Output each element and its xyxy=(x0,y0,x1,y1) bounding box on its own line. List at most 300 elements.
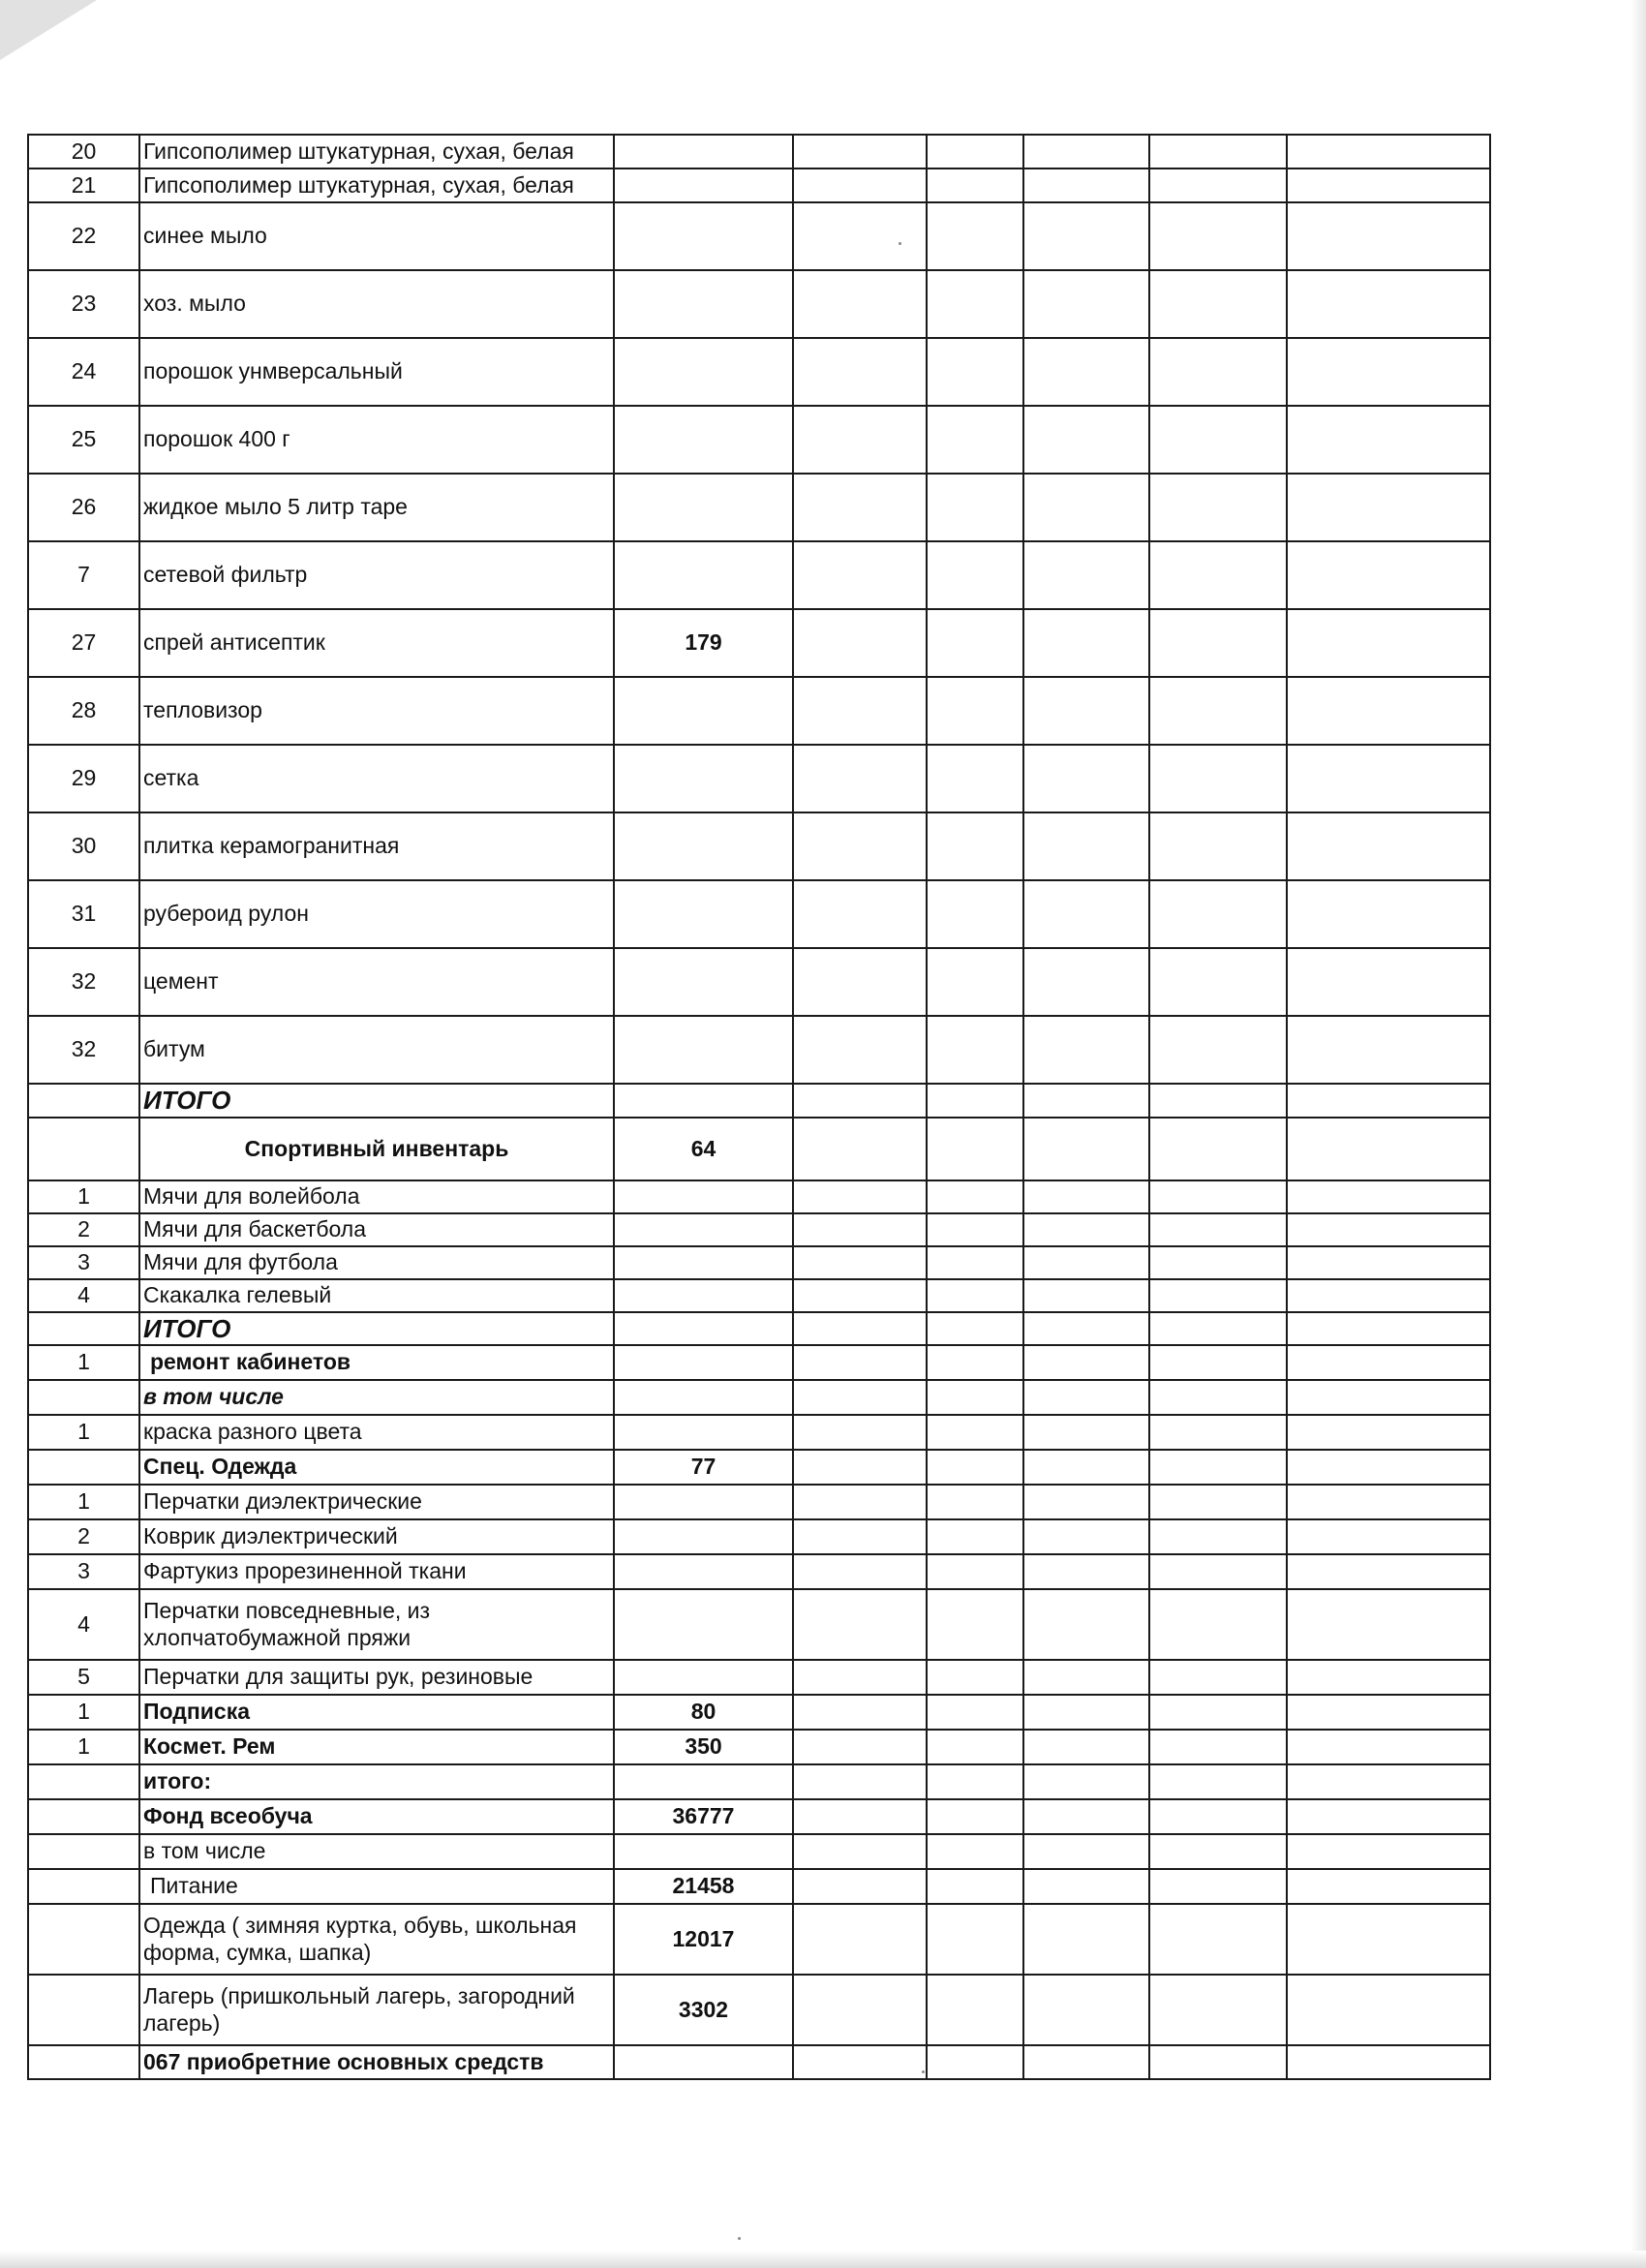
table-row xyxy=(28,1213,1490,1246)
row-number-cell xyxy=(28,1380,139,1415)
empty-cell xyxy=(1149,1799,1287,1834)
empty-cell xyxy=(927,1695,1023,1730)
row-number-cell: 29 xyxy=(28,745,139,812)
table-row xyxy=(28,1312,1490,1345)
empty-cell xyxy=(1023,1485,1149,1519)
amount-cell: 12017 xyxy=(614,1904,793,1975)
empty-cell xyxy=(927,1519,1023,1554)
empty-cell xyxy=(1023,1975,1149,2045)
empty-cell xyxy=(1023,1213,1149,1246)
empty-cell xyxy=(1149,1660,1287,1695)
item-name-cell: порошок унмверсальный xyxy=(139,338,614,406)
empty-cell xyxy=(1287,169,1490,202)
empty-cell xyxy=(793,1084,927,1118)
empty-cell xyxy=(1023,1016,1149,1084)
empty-cell xyxy=(793,1415,927,1450)
empty-cell xyxy=(1023,202,1149,270)
amount-cell xyxy=(614,1213,793,1246)
row-number-cell: 27 xyxy=(28,609,139,677)
item-name-cell: синее мыло xyxy=(139,202,614,270)
row-number-cell: 7 xyxy=(28,541,139,609)
row-number-cell xyxy=(28,2045,139,2079)
row-number-cell: 1 xyxy=(28,1345,139,1380)
empty-cell xyxy=(1149,1975,1287,2045)
amount-cell xyxy=(614,135,793,169)
empty-cell xyxy=(1287,677,1490,745)
empty-cell xyxy=(927,1084,1023,1118)
item-name-cell: Гипсополимер штукатурная, сухая, белая xyxy=(139,169,614,202)
empty-cell xyxy=(1287,1764,1490,1799)
empty-cell xyxy=(1287,1279,1490,1312)
item-name-cell: Перчатки для защиты рук, резиновые xyxy=(139,1660,614,1695)
empty-cell xyxy=(1149,1485,1287,1519)
empty-cell xyxy=(1149,1904,1287,1975)
empty-cell xyxy=(927,812,1023,880)
table-row xyxy=(28,1016,1490,1084)
empty-cell xyxy=(1023,1660,1149,1695)
amount-cell: 64 xyxy=(614,1118,793,1180)
empty-cell xyxy=(1023,474,1149,541)
empty-cell xyxy=(1023,406,1149,474)
empty-cell xyxy=(1023,1869,1149,1904)
item-name-cell: тепловизор xyxy=(139,677,614,745)
empty-cell xyxy=(1287,1695,1490,1730)
empty-cell xyxy=(1149,1312,1287,1345)
table-row xyxy=(28,1764,1490,1799)
table-row xyxy=(28,2045,1490,2079)
table-row xyxy=(28,1554,1490,1589)
row-number-cell: 26 xyxy=(28,474,139,541)
empty-cell xyxy=(1149,1554,1287,1589)
row-number-cell xyxy=(28,1834,139,1869)
row-number-cell xyxy=(28,1450,139,1485)
amount-cell: 21458 xyxy=(614,1869,793,1904)
item-name-cell: Подписка xyxy=(139,1695,614,1730)
empty-cell xyxy=(1023,1695,1149,1730)
empty-cell xyxy=(793,1904,927,1975)
table-row xyxy=(28,169,1490,202)
item-name-cell: рубероид рулон xyxy=(139,880,614,948)
empty-cell xyxy=(1149,1016,1287,1084)
page-right-edge xyxy=(1631,0,1646,2268)
item-name-cell: итого: xyxy=(139,1764,614,1799)
empty-cell xyxy=(1287,745,1490,812)
amount-cell xyxy=(614,812,793,880)
empty-cell xyxy=(1023,745,1149,812)
empty-cell xyxy=(927,1345,1023,1380)
empty-cell xyxy=(1023,2045,1149,2079)
table-row xyxy=(28,1589,1490,1660)
empty-cell xyxy=(927,1380,1023,1415)
table-row xyxy=(28,1834,1490,1869)
empty-cell xyxy=(1287,1016,1490,1084)
item-name-cell: цемент xyxy=(139,948,614,1016)
amount-cell xyxy=(614,1180,793,1213)
empty-cell xyxy=(927,1180,1023,1213)
empty-cell xyxy=(927,202,1023,270)
row-number-cell: 3 xyxy=(28,1246,139,1279)
empty-cell xyxy=(1287,202,1490,270)
empty-cell xyxy=(927,2045,1023,2079)
empty-cell xyxy=(927,1279,1023,1312)
amount-cell xyxy=(614,1380,793,1415)
table-row xyxy=(28,1380,1490,1415)
empty-cell xyxy=(1287,1415,1490,1450)
empty-cell xyxy=(1149,1246,1287,1279)
row-number-cell: 30 xyxy=(28,812,139,880)
empty-cell xyxy=(793,1279,927,1312)
item-name-cell: ИТОГО xyxy=(139,1084,614,1118)
item-name-cell: Космет. Рем xyxy=(139,1730,614,1764)
empty-cell xyxy=(1149,2045,1287,2079)
row-number-cell: 5 xyxy=(28,1660,139,1695)
empty-cell xyxy=(1149,677,1287,745)
amount-cell: 80 xyxy=(614,1695,793,1730)
empty-cell xyxy=(1023,948,1149,1016)
item-name-cell: жидкое мыло 5 литр таре xyxy=(139,474,614,541)
empty-cell xyxy=(1023,270,1149,338)
empty-cell xyxy=(927,1312,1023,1345)
empty-cell xyxy=(793,1345,927,1380)
empty-cell xyxy=(793,202,927,270)
empty-cell xyxy=(793,1975,927,2045)
empty-cell xyxy=(1023,1554,1149,1589)
empty-cell xyxy=(927,169,1023,202)
empty-cell xyxy=(1023,1799,1149,1834)
empty-cell xyxy=(927,135,1023,169)
empty-cell xyxy=(1023,1246,1149,1279)
empty-cell xyxy=(927,270,1023,338)
item-name-cell: Одежда ( зимняя куртка, обувь, школьная форма, сумка, шапка) xyxy=(139,1904,614,1975)
row-number-cell: 1 xyxy=(28,1485,139,1519)
item-name-cell: Мячи для волейбола xyxy=(139,1180,614,1213)
empty-cell xyxy=(1287,1730,1490,1764)
empty-cell xyxy=(1287,1485,1490,1519)
row-number-cell: 1 xyxy=(28,1730,139,1764)
empty-cell xyxy=(1023,1904,1149,1975)
amount-cell xyxy=(614,880,793,948)
row-number-cell: 2 xyxy=(28,1519,139,1554)
empty-cell xyxy=(1149,406,1287,474)
table-row xyxy=(28,1415,1490,1450)
item-name-cell: краска разного цвета xyxy=(139,1415,614,1450)
empty-cell xyxy=(927,1415,1023,1450)
empty-cell xyxy=(927,1016,1023,1084)
row-number-cell xyxy=(28,1084,139,1118)
empty-cell xyxy=(1149,1730,1287,1764)
empty-cell xyxy=(1149,1084,1287,1118)
table-row xyxy=(28,880,1490,948)
amount-cell xyxy=(614,1084,793,1118)
amount-cell xyxy=(614,474,793,541)
empty-cell xyxy=(1149,1380,1287,1415)
item-name-cell: Гипсополимер штукатурная, сухая, белая xyxy=(139,135,614,169)
empty-cell xyxy=(793,406,927,474)
empty-cell xyxy=(1149,1695,1287,1730)
empty-cell xyxy=(793,1213,927,1246)
empty-cell xyxy=(793,1246,927,1279)
empty-cell xyxy=(1149,338,1287,406)
empty-cell xyxy=(793,541,927,609)
empty-cell xyxy=(793,2045,927,2079)
amount-cell xyxy=(614,406,793,474)
empty-cell xyxy=(1149,609,1287,677)
empty-cell xyxy=(1287,1554,1490,1589)
amount-cell xyxy=(614,1485,793,1519)
empty-cell xyxy=(1287,1450,1490,1485)
empty-cell xyxy=(1287,1904,1490,1975)
empty-cell xyxy=(1149,1869,1287,1904)
amount-cell xyxy=(614,169,793,202)
empty-cell xyxy=(1287,1660,1490,1695)
empty-cell xyxy=(1149,202,1287,270)
empty-cell xyxy=(1287,1380,1490,1415)
row-number-cell: 1 xyxy=(28,1180,139,1213)
empty-cell xyxy=(1149,1345,1287,1380)
empty-cell xyxy=(1023,1589,1149,1660)
empty-cell xyxy=(793,745,927,812)
item-name-cell: в том числе xyxy=(139,1834,614,1869)
empty-cell xyxy=(793,1660,927,1695)
item-name-cell: ремонт кабинетов xyxy=(139,1345,614,1380)
empty-cell xyxy=(1149,1589,1287,1660)
table-body xyxy=(28,135,1490,2079)
empty-cell xyxy=(1149,1213,1287,1246)
empty-cell xyxy=(927,1485,1023,1519)
empty-cell xyxy=(1023,1764,1149,1799)
empty-cell xyxy=(1023,1180,1149,1213)
amount-cell xyxy=(614,1345,793,1380)
row-number-cell: 28 xyxy=(28,677,139,745)
empty-cell xyxy=(793,1118,927,1180)
row-number-cell: 20 xyxy=(28,135,139,169)
table-row xyxy=(28,1180,1490,1213)
empty-cell xyxy=(927,745,1023,812)
empty-cell xyxy=(793,677,927,745)
item-name-cell: 067 приобретние основных средств xyxy=(139,2045,614,2079)
empty-cell xyxy=(927,1975,1023,2045)
amount-cell: 3302 xyxy=(614,1975,793,2045)
amount-cell xyxy=(614,677,793,745)
empty-cell xyxy=(793,1554,927,1589)
empty-cell xyxy=(1149,948,1287,1016)
amount-cell xyxy=(614,1764,793,1799)
amount-cell xyxy=(614,1246,793,1279)
empty-cell xyxy=(927,541,1023,609)
empty-cell xyxy=(1149,474,1287,541)
empty-cell xyxy=(927,1589,1023,1660)
empty-cell xyxy=(1023,1118,1149,1180)
table-row xyxy=(28,1246,1490,1279)
table-row xyxy=(28,406,1490,474)
row-number-cell xyxy=(28,1869,139,1904)
empty-cell xyxy=(1149,1118,1287,1180)
empty-cell xyxy=(927,948,1023,1016)
row-number-cell: 1 xyxy=(28,1695,139,1730)
empty-cell xyxy=(1149,1764,1287,1799)
item-name-cell: Лагерь (пришкольный лагерь, загородний лагерь) xyxy=(139,1975,614,2045)
row-number-cell xyxy=(28,1764,139,1799)
empty-cell xyxy=(1149,1834,1287,1869)
empty-cell xyxy=(927,1764,1023,1799)
row-number-cell xyxy=(28,1118,139,1180)
table-row xyxy=(28,1799,1490,1834)
amount-cell xyxy=(614,270,793,338)
empty-cell xyxy=(793,1764,927,1799)
table-row xyxy=(28,1975,1490,2045)
empty-cell xyxy=(793,1312,927,1345)
amount-cell xyxy=(614,1589,793,1660)
item-name-cell: ИТОГО xyxy=(139,1312,614,1345)
empty-cell xyxy=(793,1589,927,1660)
row-number-cell xyxy=(28,1904,139,1975)
row-number-cell: 2 xyxy=(28,1213,139,1246)
amount-cell: 350 xyxy=(614,1730,793,1764)
empty-cell xyxy=(1023,812,1149,880)
empty-cell xyxy=(1149,1450,1287,1485)
amount-cell xyxy=(614,1660,793,1695)
empty-cell xyxy=(1023,609,1149,677)
item-name-cell: спрей антисептик xyxy=(139,609,614,677)
empty-cell xyxy=(927,1118,1023,1180)
empty-cell xyxy=(1149,1519,1287,1554)
table-row xyxy=(28,270,1490,338)
empty-cell xyxy=(1287,2045,1490,2079)
empty-cell xyxy=(1287,1869,1490,1904)
empty-cell xyxy=(927,1246,1023,1279)
empty-cell xyxy=(793,880,927,948)
amount-cell xyxy=(614,1016,793,1084)
table-row xyxy=(28,948,1490,1016)
amount-cell: 179 xyxy=(614,609,793,677)
empty-cell xyxy=(1149,169,1287,202)
empty-cell xyxy=(793,1450,927,1485)
empty-cell xyxy=(793,948,927,1016)
empty-cell xyxy=(927,1660,1023,1695)
empty-cell xyxy=(1287,1246,1490,1279)
empty-cell xyxy=(1023,1519,1149,1554)
empty-cell xyxy=(793,169,927,202)
empty-cell xyxy=(1287,270,1490,338)
amount-cell xyxy=(614,948,793,1016)
empty-cell xyxy=(1287,812,1490,880)
amount-cell xyxy=(614,745,793,812)
empty-cell xyxy=(927,474,1023,541)
amount-cell xyxy=(614,541,793,609)
amount-cell xyxy=(614,2045,793,2079)
item-name-cell: Фартукиз прорезиненной ткани xyxy=(139,1554,614,1589)
empty-cell xyxy=(1149,541,1287,609)
empty-cell xyxy=(1149,812,1287,880)
empty-cell xyxy=(793,1485,927,1519)
page-bottom-edge xyxy=(0,2251,1646,2268)
empty-cell xyxy=(1287,406,1490,474)
empty-cell xyxy=(1023,1312,1149,1345)
table-row xyxy=(28,135,1490,169)
table-row xyxy=(28,1730,1490,1764)
row-number-cell: 32 xyxy=(28,948,139,1016)
table-row xyxy=(28,1695,1490,1730)
item-name-cell: сетка xyxy=(139,745,614,812)
empty-cell xyxy=(927,338,1023,406)
empty-cell xyxy=(1023,1730,1149,1764)
row-number-cell: 23 xyxy=(28,270,139,338)
empty-cell xyxy=(1023,880,1149,948)
amount-cell xyxy=(614,1554,793,1589)
empty-cell xyxy=(1149,1180,1287,1213)
empty-cell xyxy=(793,1730,927,1764)
empty-cell xyxy=(1023,1345,1149,1380)
empty-cell xyxy=(793,812,927,880)
item-name-cell: сетевой фильтр xyxy=(139,541,614,609)
amount-cell xyxy=(614,202,793,270)
amount-cell xyxy=(614,1312,793,1345)
empty-cell xyxy=(793,1869,927,1904)
section-heading-cell: Спортивный инвентарь xyxy=(139,1118,614,1180)
empty-cell xyxy=(1023,169,1149,202)
row-number-cell xyxy=(28,1975,139,2045)
empty-cell xyxy=(927,406,1023,474)
item-name-cell: Перчатки диэлектрические xyxy=(139,1485,614,1519)
row-number-cell: 31 xyxy=(28,880,139,948)
item-name-cell: Коврик диэлектрический xyxy=(139,1519,614,1554)
table-row xyxy=(28,1118,1490,1180)
item-name-cell: Питание xyxy=(139,1869,614,1904)
table-row xyxy=(28,1519,1490,1554)
table-row xyxy=(28,541,1490,609)
table-row xyxy=(28,1485,1490,1519)
amount-cell xyxy=(614,1279,793,1312)
scan-speck xyxy=(738,2237,741,2240)
empty-cell xyxy=(793,1799,927,1834)
empty-cell xyxy=(793,338,927,406)
item-name-cell: Мячи для баскетбола xyxy=(139,1213,614,1246)
empty-cell xyxy=(793,1834,927,1869)
empty-cell xyxy=(927,609,1023,677)
empty-cell xyxy=(793,1695,927,1730)
empty-cell xyxy=(793,1016,927,1084)
empty-cell xyxy=(1287,1589,1490,1660)
item-name-cell: Фонд всеобуча xyxy=(139,1799,614,1834)
row-number-cell: 1 xyxy=(28,1415,139,1450)
empty-cell xyxy=(793,1380,927,1415)
folded-corner-shadow xyxy=(0,0,97,60)
empty-cell xyxy=(1287,609,1490,677)
empty-cell xyxy=(927,880,1023,948)
empty-cell xyxy=(1287,1519,1490,1554)
empty-cell xyxy=(1149,745,1287,812)
empty-cell xyxy=(793,609,927,677)
empty-cell xyxy=(927,677,1023,745)
empty-cell xyxy=(927,1213,1023,1246)
empty-cell xyxy=(1023,677,1149,745)
row-number-cell: 3 xyxy=(28,1554,139,1589)
empty-cell xyxy=(793,1519,927,1554)
row-number-cell: 4 xyxy=(28,1589,139,1660)
empty-cell xyxy=(1023,135,1149,169)
item-name-cell: битум xyxy=(139,1016,614,1084)
item-name-cell: Перчатки повседневные, из хлопчатобумажной пряжи xyxy=(139,1589,614,1660)
table-row xyxy=(28,1904,1490,1975)
empty-cell xyxy=(927,1799,1023,1834)
empty-cell xyxy=(1287,948,1490,1016)
table-row xyxy=(28,1084,1490,1118)
empty-cell xyxy=(1287,1345,1490,1380)
row-number-cell xyxy=(28,1799,139,1834)
item-name-cell: порошок 400 г xyxy=(139,406,614,474)
empty-cell xyxy=(927,1450,1023,1485)
empty-cell xyxy=(1023,1834,1149,1869)
